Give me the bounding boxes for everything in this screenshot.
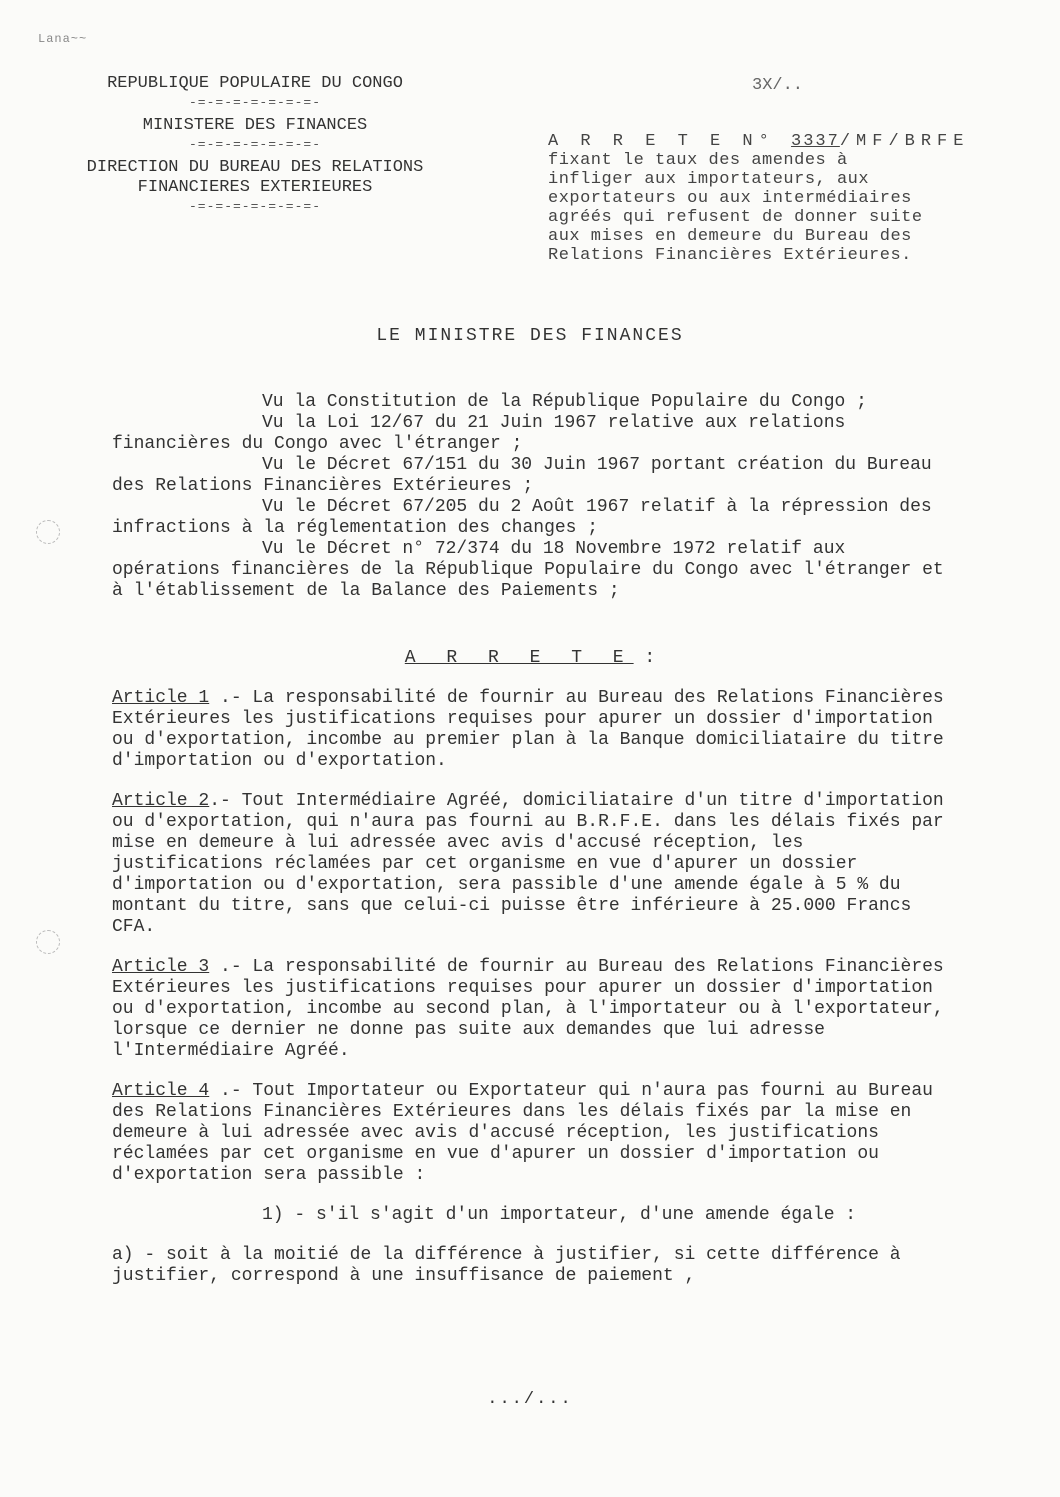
arrete-title <box>548 132 998 151</box>
arrete-subject-line: fixant le taux des amendes à <box>548 151 848 170</box>
punch-hole-mark <box>36 930 60 954</box>
article-1 <box>112 688 962 772</box>
arrete-heading <box>0 648 1060 668</box>
vu-paragraph: Vu la Constitution de la République Populaire du Congo ; <box>262 392 867 412</box>
vu-paragraph: Vu la Loi 12/67 du 21 Juin 1967 relative aux relations financières du Congo avec l'étranger ; <box>112 413 846 454</box>
article-text: .- Tout Importateur ou Exportateur qui n'aura pas fourni au Bureau des Relations Financières Extérieures dans les délais fixés par la mise en demeure à lui adressée avec avis d'accusé réception, les justifications réclamées par cet organisme en vue d'apurer un dossier d'importation ou d'exportation sera passible : <box>112 1081 933 1185</box>
article-text: .- Tout Intermédiaire Agréé, domiciliataire d'un titre d'importation ou d'exportation, qui n'aura pas fourni au B.R.F.E. dans les délais fixés par mise en demeure à lui adressée avec avis d'accusé réception, les justifications réclamées par cet organisme en vue d'apurer un dossier d'importation ou d'exportation, sera passible d'une amende égale à 5 % du montant du titre, sans que celui-ci puisse être inférieure à 25.000 Francs CFA. <box>112 791 944 937</box>
vu-paragraph: Vu le Décret 67/205 du 2 Août 1967 relatif à la répression des infractions à la réglementation des changes ; <box>112 497 932 538</box>
reference-mark: 3X/.. <box>752 76 804 95</box>
vu-paragraph: Vu le Décret 67/151 du 30 Juin 1967 portant création du Bureau des Relations Financières Extérieures ; <box>112 455 932 496</box>
ministry-name: MINISTERE DES FINANCES <box>142 116 368 135</box>
separator: -=-=-=-=-=-=-=- <box>188 137 322 152</box>
arrete-title-suffix: /MF/BRFE <box>839 132 970 151</box>
article-2 <box>112 791 962 938</box>
handwritten-mark: Lana~~ <box>38 32 88 46</box>
article-4-subclause-a: a) - soit à la moitié de la différence à justifier, si cette différence à justifier, correspond à une insuffisance de paiement , <box>112 1245 901 1286</box>
article-4 <box>112 1081 962 1186</box>
article-4-subclause-1: 1) - s'il s'agit d'un importateur, d'une amende égale : <box>262 1205 857 1225</box>
arrete-heading-colon: : <box>633 648 656 668</box>
arrete-number: 3337 <box>791 132 840 151</box>
article-label: Article 2 <box>112 791 210 811</box>
arrete-subject-line: agréés qui refusent de donner suite <box>548 208 923 227</box>
arrete-subject-line: Relations Financières Extérieures. <box>548 246 912 265</box>
separator: -=-=-=-=-=-=-=- <box>188 95 322 110</box>
arrete-heading-text: A R R E T E <box>404 648 634 668</box>
legal-basis-section <box>112 392 962 602</box>
articles-section <box>112 688 962 1287</box>
punch-hole-mark <box>36 520 60 544</box>
arrete-reference-block <box>548 132 998 265</box>
vu-paragraph: Vu le Décret n° 72/374 du 18 Novembre 1972 relatif aux opérations financières de la République Populaire du Congo avec l'étranger et à l'établissement de la Balance des Paiements ; <box>112 539 944 601</box>
separator: -=-=-=-=-=-=-=- <box>188 199 322 214</box>
article-label: Article 1 <box>112 688 210 708</box>
article-label: Article 3 <box>112 957 210 977</box>
article-text: .- La responsabilité de fournir au Bureau des Relations Financières Extérieures les justifications requises pour apurer un dossier d'importation ou d'exportation, incombe au premier plan à la Banque domiciliataire du titre d'importation ou d'exportation. <box>112 688 944 771</box>
arrete-title-prefix: A R R E T E N° <box>548 132 775 151</box>
republic-name: REPUBLIQUE POPULAIRE DU CONGO <box>107 74 403 93</box>
letterhead <box>30 74 480 220</box>
arrete-subject-line: infliger aux importateurs, aux <box>548 170 870 189</box>
minister-title: LE MINISTRE DES FINANCES <box>376 326 684 346</box>
article-text: .- La responsabilité de fournir au Bureau des Relations Financières Extérieures les justifications requises pour apurer un dossier d'importation ou d'exportation, incombe au second plan, à l'importateur ou à l'exportateur, lorsque ce dernier ne donne pas suite aux demandes que lui adresse l'Intermédiaire Agréé. <box>112 957 944 1061</box>
arrete-subject-line: aux mises en demeure du Bureau des <box>548 227 912 246</box>
direction-name-line1: DIRECTION DU BUREAU DES RELATIONS <box>86 158 424 177</box>
continuation-mark: .../... <box>487 1390 573 1409</box>
article-label: Article 4 <box>112 1081 210 1101</box>
direction-name-line2: FINANCIERES EXTERIEURES <box>137 178 373 197</box>
article-3 <box>112 957 962 1062</box>
arrete-subject-line: exportateurs ou aux intermédiaires <box>548 189 912 208</box>
